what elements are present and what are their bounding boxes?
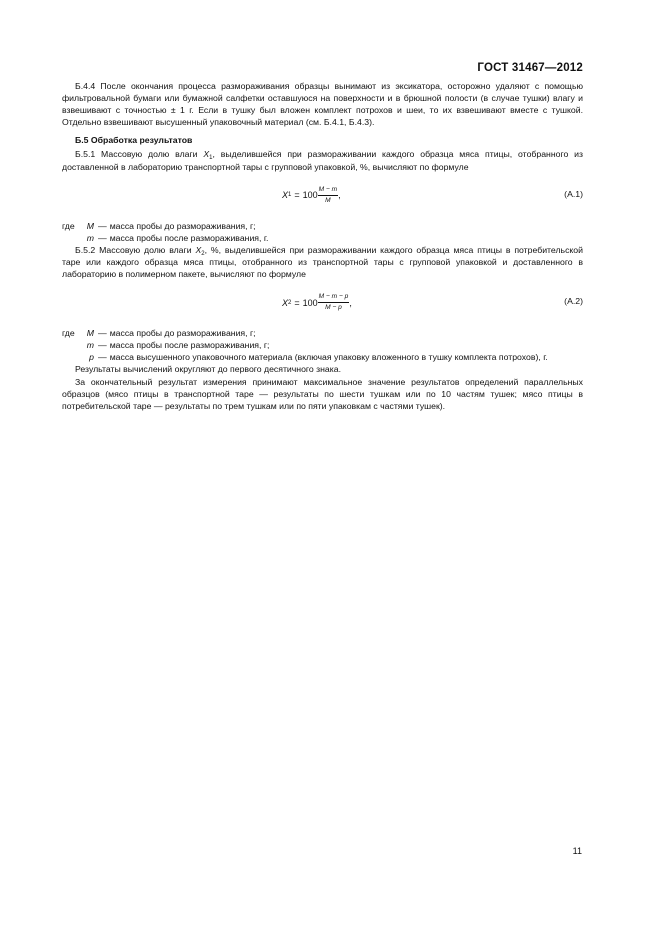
formula-a1-expression: X 1 = 100 $\frac{M - m}{M}$ ,: [282, 185, 341, 204]
formula-a1-tail: ,: [338, 190, 341, 201]
definition-text: масса высушенного упаковочного материала (включая упаковку вложенного в тушку комплекта потрохов), г.: [109, 352, 548, 363]
b51-rest: , выделившейся при размораживании каждого образца мяса птицы, отобранного из доставленной в лабораторию транспортной тары с групповой упаковкой, %, вычисляют по формуле: [62, 149, 583, 172]
definition-dash: —: [98, 232, 107, 243]
formula-a2-eq: =: [294, 297, 300, 308]
definition-row: [62, 232, 583, 244]
definition-text: масса пробы до размораживания, г;: [109, 328, 256, 339]
formula-a2-coef: 100: [302, 297, 318, 308]
formula-a2-denominator: M − p: [325, 304, 342, 312]
definition-row: [62, 351, 583, 363]
formula-a2-expression: X 2 = 100 $\frac{M - m - p}{M - p}$ ,: [282, 293, 352, 312]
paragraph-final-result: За окончательный результат измерения принимают максимальное значение результатов определений параллельных образцов (мясо птицы в транспортной таре — результаты по шести тушкам или по 10 частям тушек; мясо птицы в потребительской таре — результаты по трем тушкам или по пяти упаковкам с частями тушек).: [62, 376, 583, 411]
definition-text: масса пробы после размораживания, г;: [109, 340, 270, 351]
definition-symbol: M: [86, 328, 94, 339]
b51-intro: Б.5.1 Массовую долю влаги: [75, 149, 198, 160]
b52-intro: Б.5.2 Массовую долю влаги: [75, 244, 192, 255]
definition-symbol: p: [89, 352, 94, 363]
formula-a1-coef: 100: [302, 190, 318, 201]
formula-a1-fraction: [318, 186, 339, 205]
b52-rest: , %, выделившейся при размораживании каждого образца мяса птицы в потребительской таре или каждого образца мяса птицы, отобранного из транспортной тары с групповой упаковкой и доставленного в лабораторию в полимерном пакете, вычисляют по формуле: [62, 244, 583, 280]
formula-a2-tail: ,: [349, 297, 352, 308]
definition-lead: где: [62, 220, 75, 231]
definition-symbol: m: [86, 232, 94, 243]
definition-lead: где: [62, 328, 75, 339]
section-heading-b5: Б.5 Обработка результатов: [75, 135, 193, 146]
definition-dash: —: [98, 340, 107, 351]
b51-sub: 1: [209, 155, 213, 162]
formula-a1-number: (А.1): [564, 188, 583, 199]
definition-lead: [62, 339, 80, 351]
page-number: 11: [572, 846, 582, 856]
formula-a1-var: X: [282, 190, 289, 201]
definition-symbol: m: [86, 340, 94, 351]
definition-symbol: M: [86, 220, 94, 231]
paragraph-b44: Б.4.4 После окончания процесса размораживания образцы вынимают из эксикатора, осторожно удаляют с помощью фильтровальной бумаги или бумажной салфетки оставшуюся на поверхности и в брюшной полости (в случае тушки) влагу и взвешивают с точностью ± 1 г. Если в тушку был вложен комплект потрохов и шеи, то их взвешивают вместе с тушкой. Отдельно взвешивают высушенный упаковочный материал (см. Б.4.1, Б.4.3).: [62, 81, 583, 128]
formula-a2-fraction: [318, 293, 350, 312]
paragraph-b52: [62, 244, 583, 280]
formula-a2-var: X: [282, 297, 289, 308]
formula-a2-number: (А.2): [564, 296, 583, 307]
definition-row: [62, 220, 583, 232]
formula-a1-denominator: M: [325, 196, 331, 204]
formula-a2-numerator: M − m − p: [318, 293, 350, 303]
formula-a2: [62, 287, 583, 321]
definitions-a2: [62, 327, 583, 363]
definition-text: масса пробы после размораживания, г.: [109, 232, 269, 243]
paragraph-rounding: Результаты вычислений округляют до первого десятичного знака.: [75, 364, 342, 375]
paragraph-b51: [62, 148, 583, 172]
formula-a1: [62, 180, 583, 214]
definitions-a1: [62, 220, 583, 244]
b52-sub: 2: [201, 250, 205, 257]
b52-var: X: [195, 244, 202, 255]
formula-a1-eq: =: [294, 190, 300, 201]
definition-lead: [62, 232, 80, 244]
definition-text: масса пробы до размораживания, г;: [109, 220, 256, 231]
definition-dash: —: [98, 220, 107, 231]
document-code: ГОСТ 31467—2012: [477, 62, 583, 74]
formula-a1-numerator: M − m: [318, 186, 339, 196]
b51-var: X: [203, 149, 210, 160]
definition-dash: —: [98, 352, 107, 363]
definition-row: [62, 339, 583, 351]
definition-dash: —: [98, 328, 107, 339]
page-body: [62, 80, 583, 412]
definition-row: [62, 327, 583, 339]
definition-lead: [62, 351, 80, 363]
